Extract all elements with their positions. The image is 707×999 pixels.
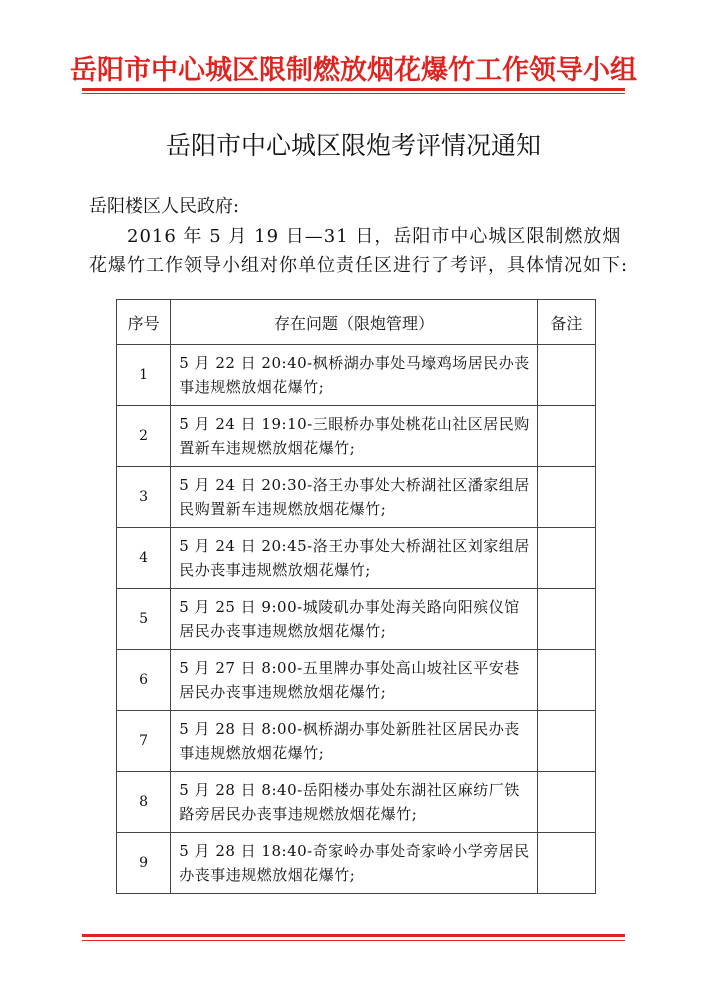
row-issue: 5 月 24 日 20:45-洛王办事处大桥湖社区刘家组居民办丧事违规燃放烟花爆竹; bbox=[171, 528, 538, 589]
row-index: 1 bbox=[117, 345, 171, 406]
header-rule-thick bbox=[82, 88, 625, 91]
row-note bbox=[537, 772, 595, 833]
row-index: 2 bbox=[117, 406, 171, 467]
row-index: 5 bbox=[117, 589, 171, 650]
row-issue: 5 月 22 日 20:40-枫桥湖办事处马壕鸡场居民办丧事违规燃放烟花爆竹; bbox=[171, 345, 538, 406]
row-note bbox=[537, 650, 595, 711]
footer-rule-thin bbox=[82, 940, 625, 941]
body-paragraph: 2016 年 5 月 19 日—31 日，岳阳市中心城区限制燃放烟花爆竹工作领导小组对你单位责任区进行了考评，具体情况如下: bbox=[89, 226, 629, 276]
org-header-title: 岳阳市中心城区限制燃放烟花爆竹工作领导小组 bbox=[70, 55, 637, 86]
row-index: 3 bbox=[117, 467, 171, 528]
row-note bbox=[537, 589, 595, 650]
row-issue: 5 月 28 日 8:40-岳阳楼办事处东湖社区麻纺厂铁路旁居民办丧事违规燃放烟花爆竹; bbox=[171, 772, 538, 833]
row-issue: 5 月 25 日 9:00-城陵矶办事处海关路向阳殡仪馆居民办丧事违规燃放烟花爆竹; bbox=[171, 589, 538, 650]
row-note bbox=[537, 406, 595, 467]
row-index: 6 bbox=[117, 650, 171, 711]
header-note: 备注 bbox=[537, 300, 595, 345]
row-issue: 5 月 24 日 20:30-洛王办事处大桥湖社区潘家组居民购置新车违规燃放烟花爆竹; bbox=[171, 467, 538, 528]
row-index: 8 bbox=[117, 772, 171, 833]
row-note bbox=[537, 528, 595, 589]
row-note bbox=[537, 833, 595, 894]
table-row bbox=[117, 589, 596, 650]
row-note bbox=[537, 345, 595, 406]
row-issue: 5 月 28 日 18:40-奇家岭办事处奇家岭小学旁居民办丧事违规燃放烟花爆竹; bbox=[171, 833, 538, 894]
row-issue: 5 月 28 日 8:00-枫桥湖办事处新胜社区居民办丧事违规燃放烟花爆竹; bbox=[171, 711, 538, 772]
table-row bbox=[117, 833, 596, 894]
header-issue: 存在问题（限炮管理） bbox=[171, 300, 538, 345]
row-index: 4 bbox=[117, 528, 171, 589]
table-row bbox=[117, 467, 596, 528]
row-index: 7 bbox=[117, 711, 171, 772]
issues-table bbox=[116, 299, 596, 894]
row-issue: 5 月 27 日 8:00-五里牌办事处高山坡社区平安巷居民办丧事违规燃放烟花爆竹; bbox=[171, 650, 538, 711]
footer-rule-thick bbox=[82, 934, 625, 937]
table-row bbox=[117, 345, 596, 406]
row-issue: 5 月 24 日 19:10-三眼桥办事处桃花山社区居民购置新车违规燃放烟花爆竹; bbox=[171, 406, 538, 467]
table-row bbox=[117, 772, 596, 833]
row-note bbox=[537, 467, 595, 528]
table-row bbox=[117, 650, 596, 711]
row-index: 9 bbox=[117, 833, 171, 894]
header-rule-thin bbox=[82, 93, 625, 94]
header-index: 序号 bbox=[117, 300, 171, 345]
table-row bbox=[117, 528, 596, 589]
table-row bbox=[117, 711, 596, 772]
table-header-row bbox=[117, 300, 596, 345]
addressee: 岳阳楼区人民政府: bbox=[89, 196, 240, 217]
table-row bbox=[117, 406, 596, 467]
document-title: 岳阳市中心城区限炮考评情况通知 bbox=[165, 131, 541, 160]
row-note bbox=[537, 711, 595, 772]
